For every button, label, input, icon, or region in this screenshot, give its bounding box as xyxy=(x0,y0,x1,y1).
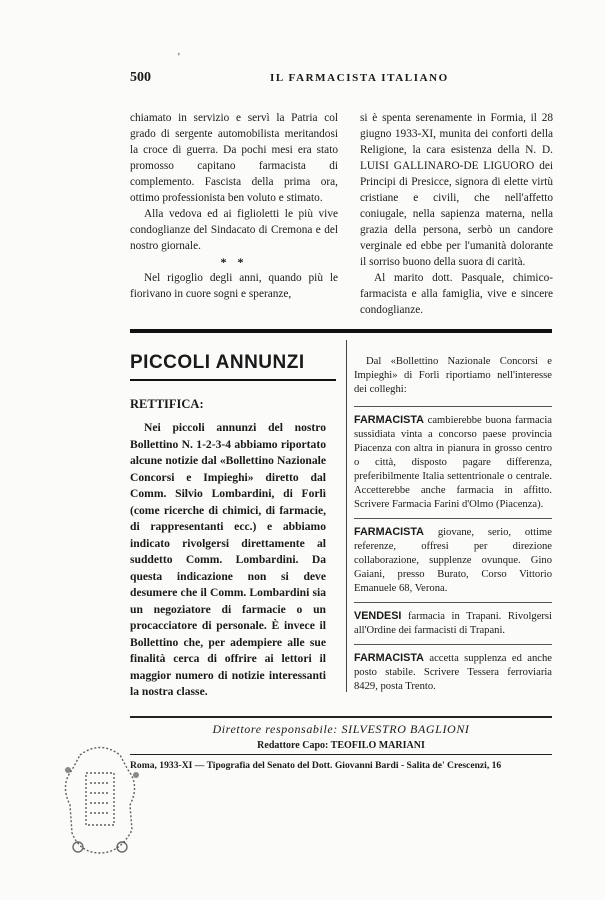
column-divider xyxy=(346,340,347,692)
ad-text: accetta supplenza ed anche posto stabile. Scrivere Tessera ferroviaria 8429, posta Trento. xyxy=(354,653,552,692)
footer-editor: Redattore Capo: TEOFILO MARIANI xyxy=(257,740,425,751)
ad-text: cambierebbe buona farmacia sussidiata vinta a concorso paese provincia Piacenza con altra in pianura in grosso centro o città, disposto pagare differenza, preferibilmente Italia settentrionale o centrale. Accetterebbe anche farmacia in affitto. Scrivere Farmacia Farini d'Olmo (Piacenza). xyxy=(354,415,552,510)
classifieds-intro: Dal «Bollettino Nazionale Concorsi e Impieghi» di Forlì riportiamo nell'interesse dei colleghi: xyxy=(354,356,552,395)
section-title: PICCOLI ANNUNZI xyxy=(130,352,305,373)
rettifica-column xyxy=(130,420,326,701)
journal-name: IL FARMACISTA ITALIANO xyxy=(270,72,449,84)
obituary-intro-paragraph: Nel rigoglio degli anni, quando più le fiorivano in cuore sogni e speranze, xyxy=(130,272,338,300)
classified-ad xyxy=(354,413,552,512)
footer-printer-imprint: Roma, 1933-XI — Tipografia del Senato del Dott. Giovanni Bardi - Salita de' Crescenzi, 16 xyxy=(130,760,502,771)
footer-director: Direttore responsabile: SILVESTRO BAGLIONI xyxy=(212,722,470,736)
rettifica-text: Nei piccoli annunzi del nostro Bollettino N. 1-2-3-4 abbiamo riportato alcune notizie dal «Bollettino Nazionale Concorsi e Impieghi» diretto dal Comm. Silvio Lombardini, di Forlì (come ricerche di chimici, di farmacie, di rappresentanti ecc.) e abbiamo indicato rivolgersi direttamente al suddetto Comm. Lombardini. Da questa indicazione non si deve desumere che il Comm. Lombardini sia un negoziatore di farmacie o un procacciatore di personale. È invece il Bollettino che, per adempiere alle sue finalità cerca di offrire ai lettori il maggior numero di notizie interessanti la nostra classe. xyxy=(130,421,326,698)
classified-ad xyxy=(354,651,552,694)
section-separator: * * xyxy=(220,255,248,269)
rettifica-heading: RETTIFICA: xyxy=(130,397,204,411)
obituary-right-column xyxy=(360,110,553,318)
ad-separator xyxy=(354,644,552,645)
ad-text: farmacia in Trapani. Rivolgersi all'Ordine dei farmacisti di Trapani. xyxy=(354,611,552,636)
running-head xyxy=(130,70,550,90)
ad-separator xyxy=(354,406,552,407)
page-number: 500 xyxy=(130,70,151,85)
section-divider xyxy=(130,329,552,333)
ad-text: giovane, serio, ottime referenze, offresi per direzione collaborazione, supplenze ovunque. Gino Gaiani, presso Burato, Corso Vittorio Emanuele 68, Verona. xyxy=(354,527,552,594)
ad-keyword: FARMACISTA xyxy=(354,414,424,426)
ad-keyword: FARMACISTA xyxy=(354,526,424,538)
classifieds-column xyxy=(354,355,552,700)
library-stamp-icon xyxy=(50,735,150,865)
tick-mark: ' xyxy=(178,52,180,63)
condolence-paragraph: Al marito dott. Pasquale, chimico-farmacista e alla famiglia, vive e sincere condoglianze. xyxy=(360,272,553,316)
obituary-paragraph: chiamato in servizio e servì la Patria col grado di sergente automobilista meritandosi la croce di guerra. Da pochi mesi era stato promosso capitano farmacista di complemento. Fascista della prima ora, ottimo professionista ben voluto e stimato. xyxy=(130,112,338,204)
ad-keyword: FARMACISTA xyxy=(354,652,424,664)
classified-ad xyxy=(354,525,552,596)
condolence-paragraph: Alla vedova ed ai figlioletti le più vive condoglianze del Sindacato di Cremona e del nostro giornale. xyxy=(130,208,338,252)
classified-ad xyxy=(354,609,552,638)
footer-rule xyxy=(130,716,552,718)
ad-separator xyxy=(354,518,552,519)
obituary-paragraph: si è spenta serenamente in Formia, il 28 giugno 1933-XI, munita dei conforti della Religione, la cara esistenza della N. D. LUISI GALLINARO-DE LIGUORO dei Principi di Presicce, signora di elette virtù cristiane e civili, che nell'affetto coniugale, nella sapienza materna, nella grazia della persona, serbò un candore verginale ed ebbe per l'umanità dolorante il sorriso buono della suora di carità. xyxy=(360,112,553,268)
ad-keyword: VENDESI xyxy=(354,610,402,622)
obituary-left-column xyxy=(130,110,338,302)
footer-rule xyxy=(130,754,552,755)
title-underline xyxy=(130,379,336,381)
ad-separator xyxy=(354,602,552,603)
